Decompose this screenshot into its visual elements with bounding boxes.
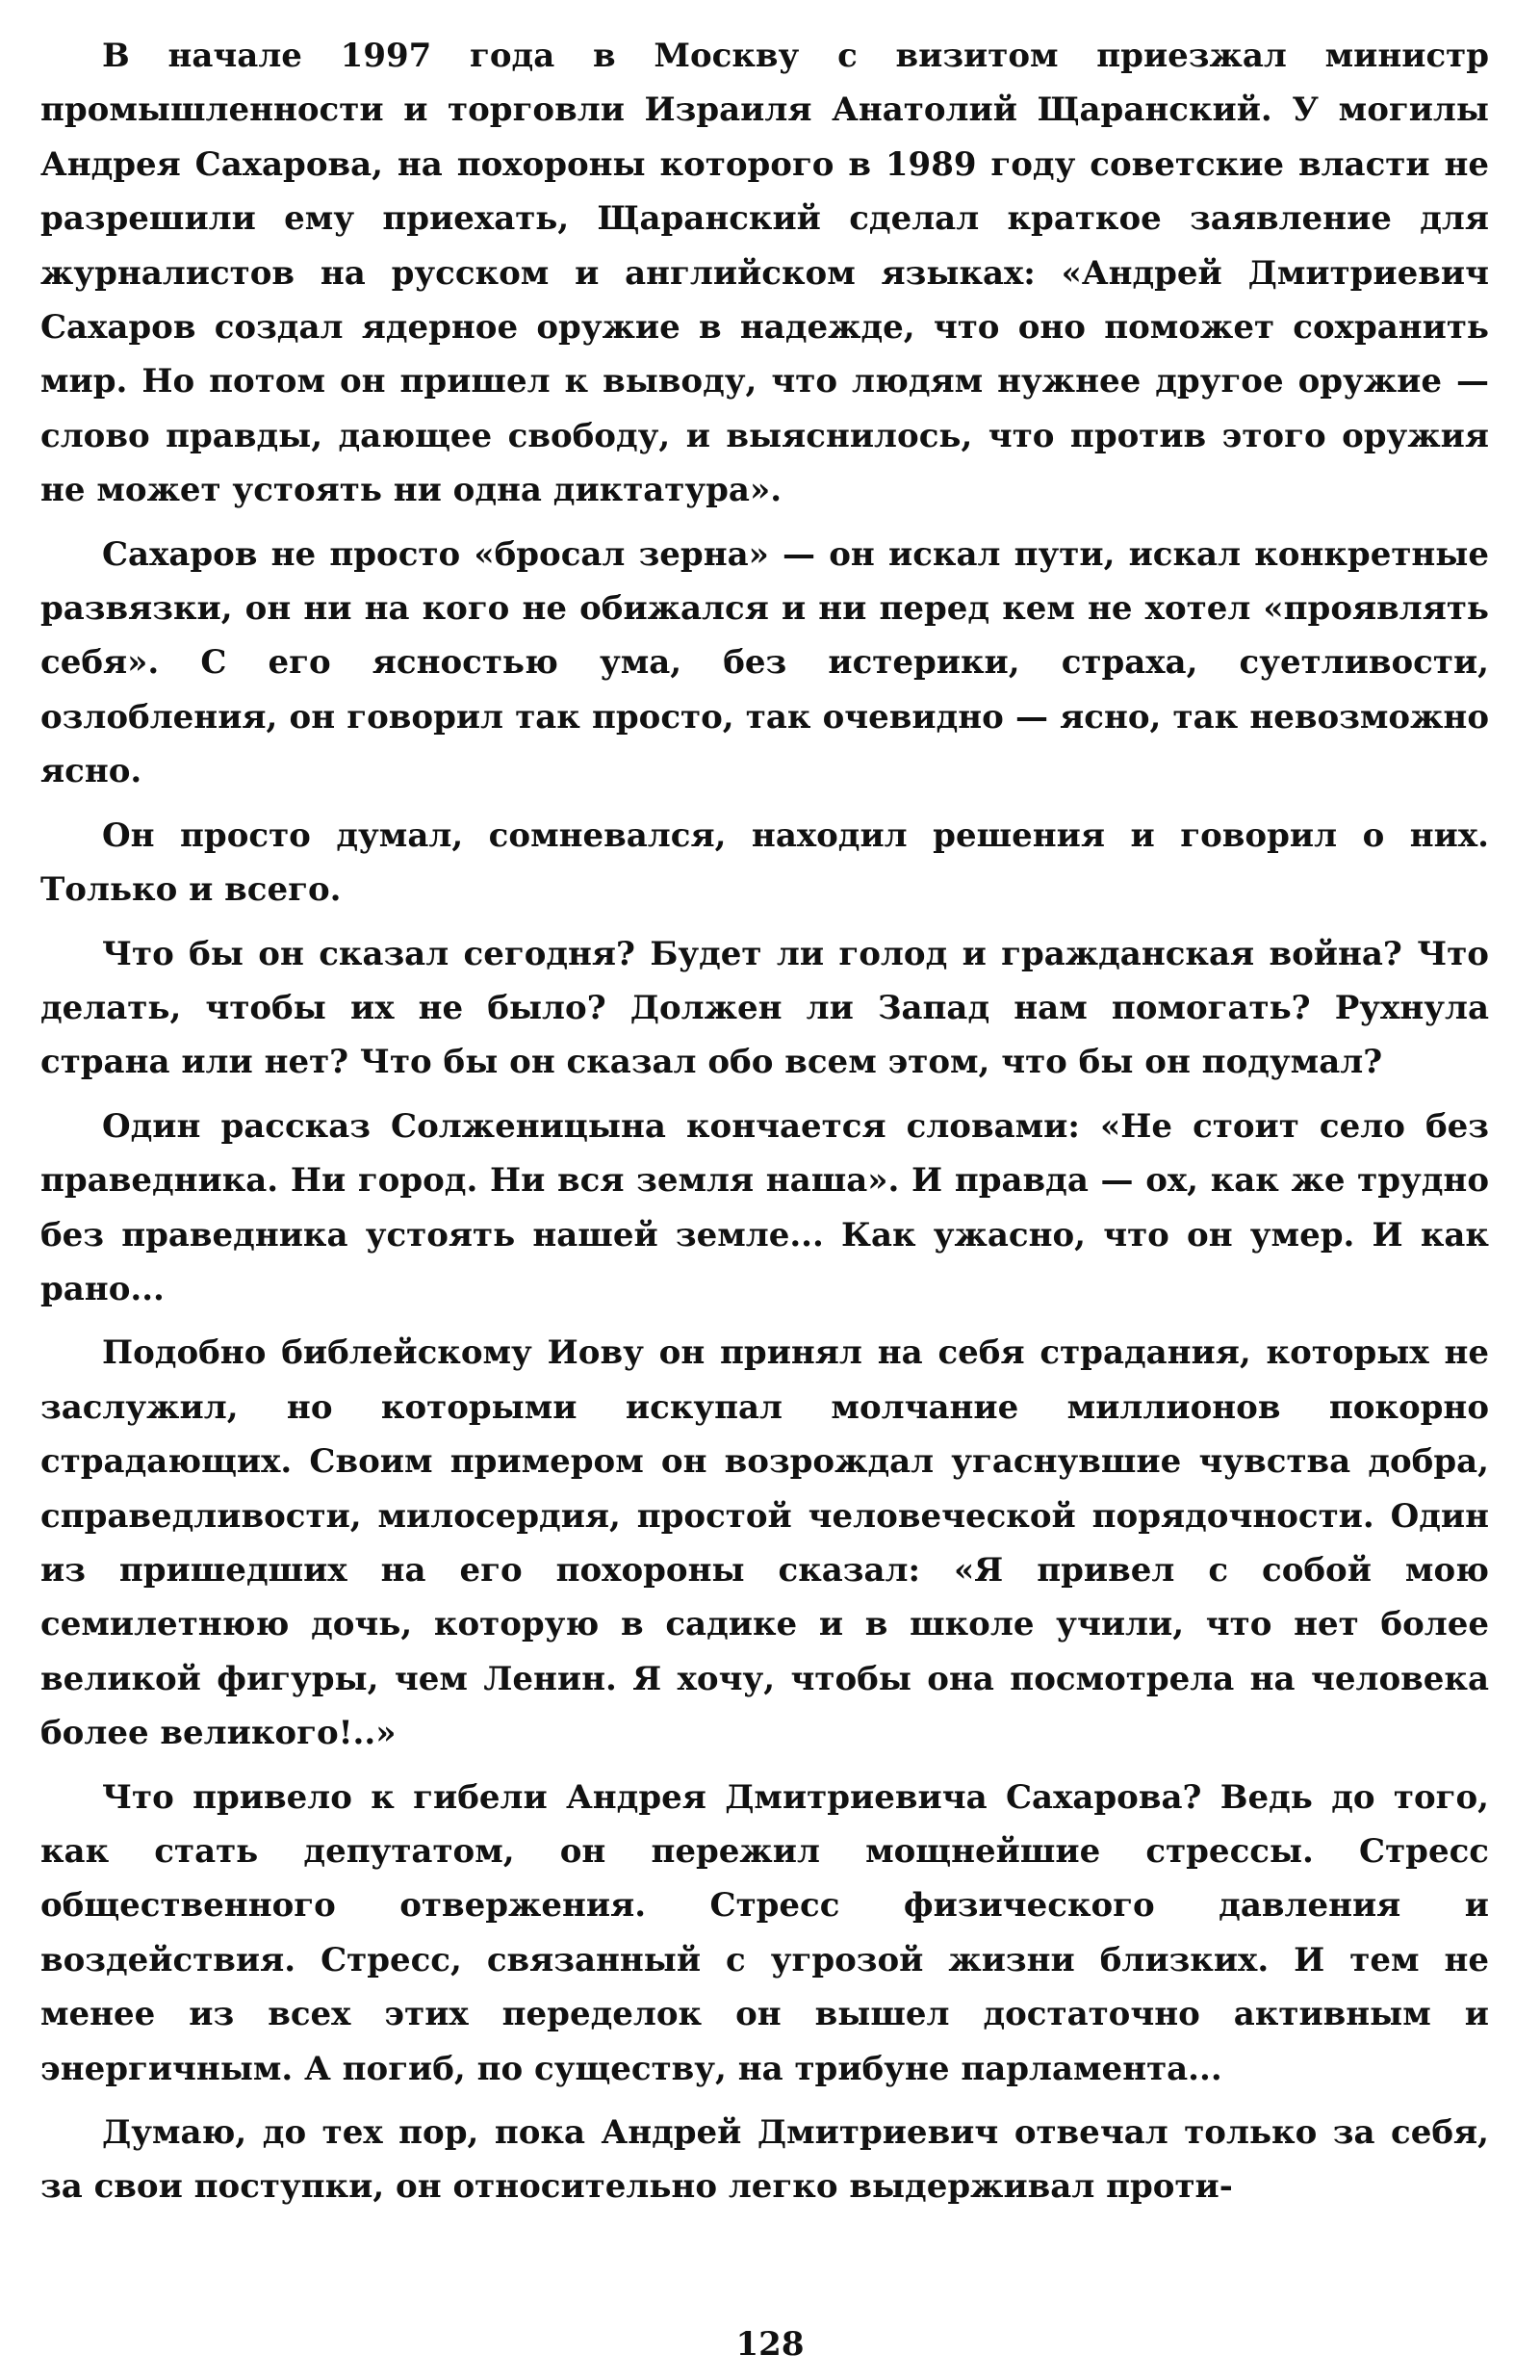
paragraph-4: Что бы он сказал сегодня? Будет ли голод и гражданская война? Что делать, чтобы их не было? Должен ли Запад нам помогать? Рухнула страна или нет? Что бы он сказал обо всем этом, что бы он подумал? xyxy=(40,934,1489,1082)
paragraph-2: Сахаров не просто «бросал зерна» — он искал пути, искал конкретные развязки, он ни на кого не обижался и ни перед кем не хотел «проявлять себя». С его ясностью ума, без истерики, страха, суетливости, озлобления, он говорил так просто, так очевидно — ясно, так невозможно ясно. xyxy=(40,534,1489,791)
paragraph-1: В начале 1997 года в Москву с визитом приезжал министр промышленности и торговли Израиля Анатолий Щаранский. У могилы Андрея Сахарова, на похороны которого в 1989 году советские власти не разрешили ему приехать, Щаранский сделал краткое заявление для журналистов на русском и английском языках: «Андрей Дмитриевич Сахаров создал ядерное оружие в надежде, что оно поможет сохранить мир. Но потом он пришел к выводу, что людям нужнее другое оружие — слово правды, дающее свободу, и выяснилось, что против этого оружия не может устоять ни одна диктатура». xyxy=(40,37,1489,510)
body-text xyxy=(40,29,1489,2224)
page-number: 128 xyxy=(735,2325,805,2364)
paragraph-3: Он просто думал, сомневался, находил решения и говорил о них. Только и всего. xyxy=(40,815,1489,910)
paragraph-6: Подобно библейскому Иову он принял на себя страдания, которых не заслужил, но которыми искупал молчание миллионов покорно страдающих. Своим примером он возрождал угаснувшие чувства добра, справедливости, милосердия, простой человеческой порядочности. Один из пришедших на его похороны сказал: «Я привел с собой мою семилетнюю дочь, которую в садике и в школе учили, что нет более великой фигуры, чем Ленин. Я хочу, чтобы она посмотрела на человека более великого!..» xyxy=(40,1333,1489,1753)
paragraph-8: Думаю, до тех пор, пока Андрей Дмитриевич отвечал только за себя, за свои поступки, он относительно легко выдерживал проти- xyxy=(40,2113,1489,2207)
paragraph-5: Один рассказ Солженицына кончается словами: «Не стоит село без праведника. Ни город. Ни вся земля наша». И правда — ох, как же трудно без праведника устоять нашей земле... Как ужасно, что он умер. И как рано... xyxy=(40,1106,1489,1308)
paragraph-7: Что привело к гибели Андрея Дмитриевича Сахарова? Ведь до того, как стать депутатом, он пережил мощнейшие стрессы. Стресс общественного отвержения. Стресс физического давления и воздействия. Стресс, связанный с угрозой жизни близких. И тем не менее из всех этих переделок он вышел достаточно активным и энергичным. А погиб, по существу, на трибуне парламента... xyxy=(40,1777,1489,2088)
